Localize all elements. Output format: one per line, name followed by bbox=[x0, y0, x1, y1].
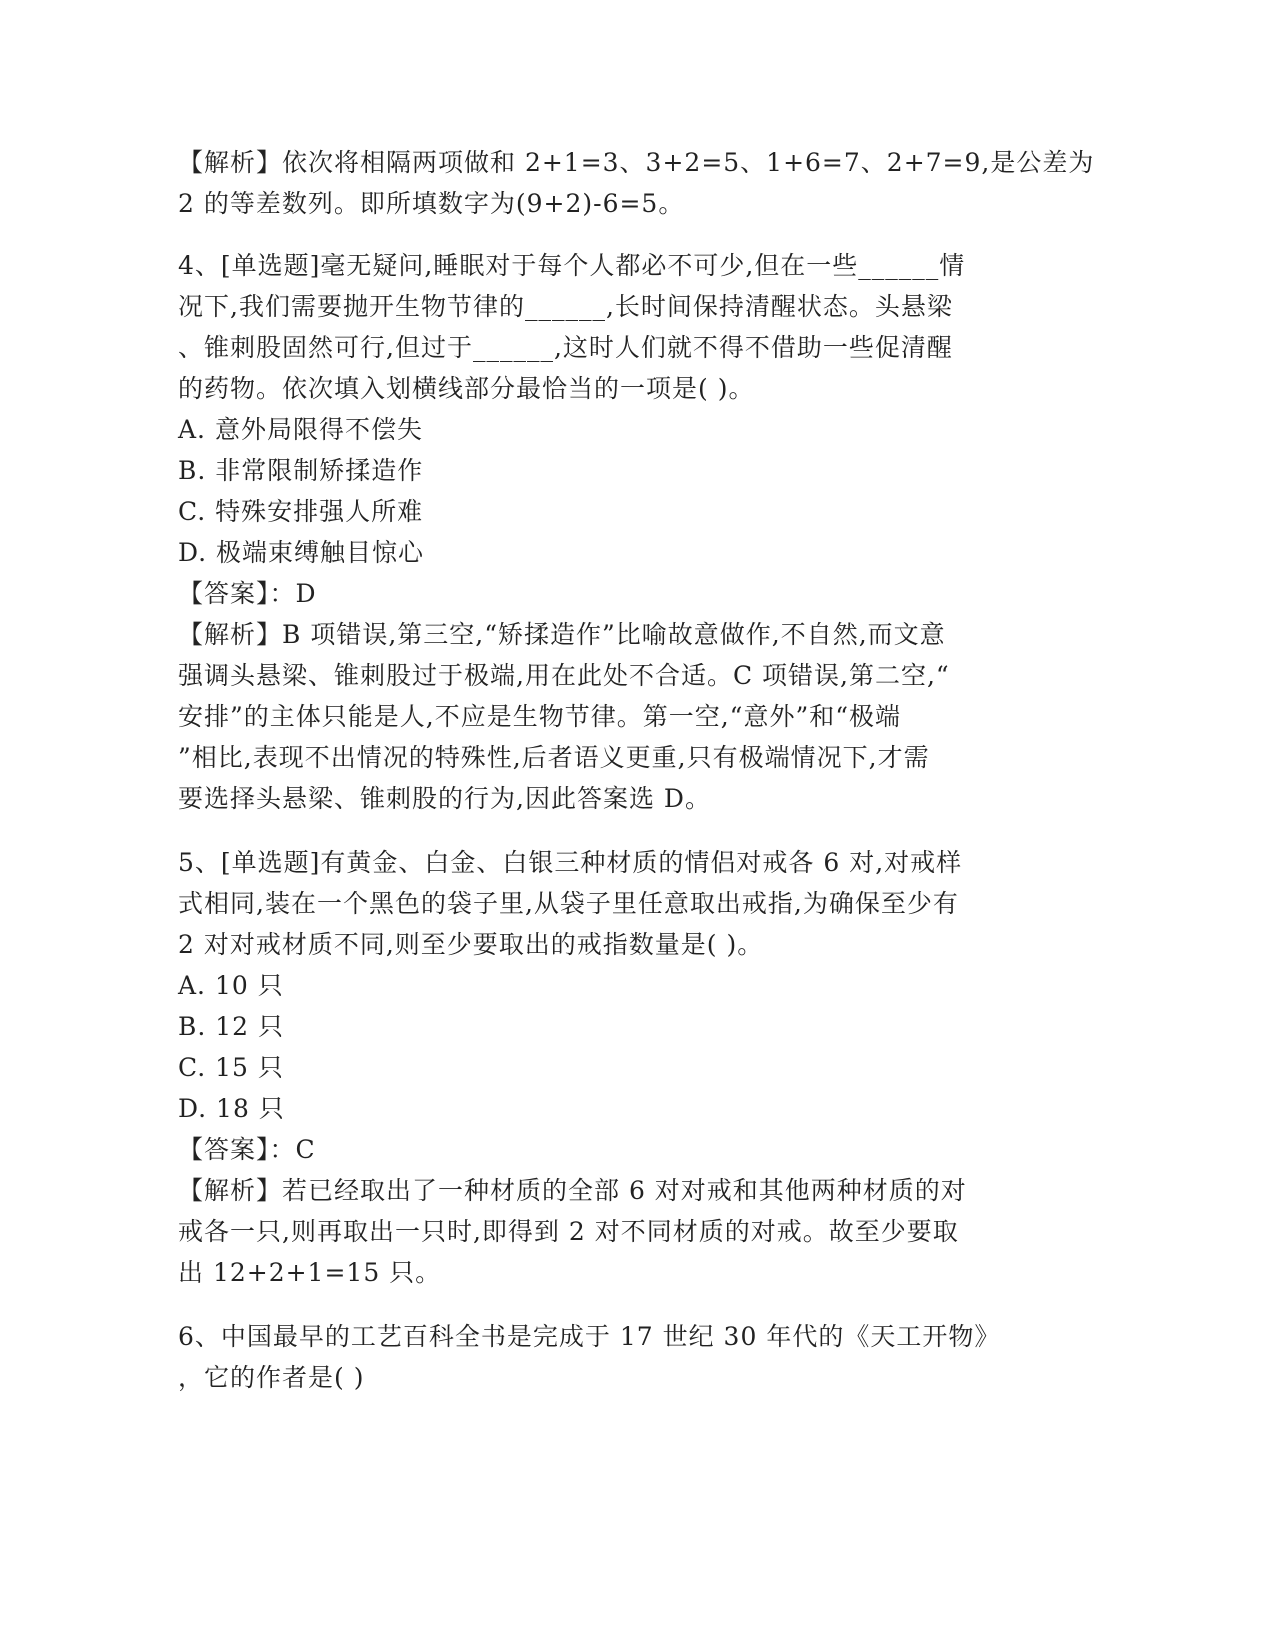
q4-analysis-line: 要选择头悬梁、锥刺股的行为,因此答案选 D。 bbox=[178, 784, 711, 813]
q4-option-c: C. 特殊安排强人所难 bbox=[178, 497, 424, 526]
q4-stem-line: 4、[单选题]毫无疑问,睡眠对于每个人都必不可少,但在一些______情 bbox=[178, 251, 966, 280]
q5-analysis-line: 出 12+2+1=15 只。 bbox=[178, 1258, 442, 1287]
q4-analysis-line: 安排”的主体只能是人,不应是生物节律。第一空,“意外”和“极端 bbox=[178, 702, 902, 731]
q4-stem-line: 况下,我们需要抛开生物节律的______,长时间保持清醒状态。头悬梁 bbox=[178, 292, 953, 321]
q4-option-a: A. 意外局限得不偿失 bbox=[178, 415, 423, 444]
q4-analysis-line: 【解析】B 项错误,第三空,“矫揉造作”比喻故意做作,不自然,而文意 bbox=[178, 620, 946, 649]
q5-analysis-line: 【解析】若已经取出了一种材质的全部 6 对对戒和其他两种材质的对 bbox=[178, 1176, 967, 1205]
q4-analysis-line: ”相比,表现不出情况的特殊性,后者语义更重,只有极端情况下,才需 bbox=[178, 743, 930, 772]
q4-option-b: B. 非常限制矫揉造作 bbox=[178, 456, 424, 485]
q5-stem-line: 5、[单选题]有黄金、白金、白银三种材质的情侣对戒各 6 对,对戒样 bbox=[178, 848, 963, 877]
q5-option-b: B. 12 只 bbox=[178, 1012, 285, 1041]
q5-answer: 【答案】：C bbox=[178, 1135, 316, 1164]
q5-stem-line: 式相同,装在一个黑色的袋子里,从袋子里任意取出戒指,为确保至少有 bbox=[178, 889, 959, 918]
q6-stem-line: ，它的作者是( ) bbox=[178, 1363, 365, 1392]
q4-stem-line: 、锥刺股固然可行,但过于______,这时人们就不得不借助一些促清醒 bbox=[178, 333, 953, 362]
q5-option-a: A. 10 只 bbox=[178, 971, 284, 1000]
q4-analysis-line: 强调头悬梁、锥刺股过于极端,用在此处不合适。C 项错误,第二空,“ bbox=[178, 661, 950, 690]
q5-analysis-line: 戒各一只,则再取出一只时,即得到 2 对不同材质的对戒。故至少要取 bbox=[178, 1217, 959, 1246]
q5-option-d: D. 18 只 bbox=[178, 1094, 285, 1123]
q5-option-c: C. 15 只 bbox=[178, 1053, 284, 1082]
prev-analysis-line: 2 的等差数列。即所填数字为(9+2)-6=5。 bbox=[178, 189, 685, 218]
q4-answer: 【答案】：D bbox=[178, 579, 317, 608]
q4-option-d: D. 极端束缚触目惊心 bbox=[178, 538, 425, 567]
q6-stem-line: 6、中国最早的工艺百科全书是完成于 17 世纪 30 年代的《天工开物》 bbox=[178, 1322, 1001, 1351]
q5-stem-line: 2 对对戒材质不同,则至少要取出的戒指数量是( )。 bbox=[178, 930, 764, 959]
q4-stem-line: 的药物。依次填入划横线部分最恰当的一项是( )。 bbox=[178, 374, 755, 403]
prev-analysis-line: 【解析】依次将相隔两项做和 2+1=3、3+2=5、1+6=7、2+7=9,是公差为 bbox=[178, 148, 1095, 177]
